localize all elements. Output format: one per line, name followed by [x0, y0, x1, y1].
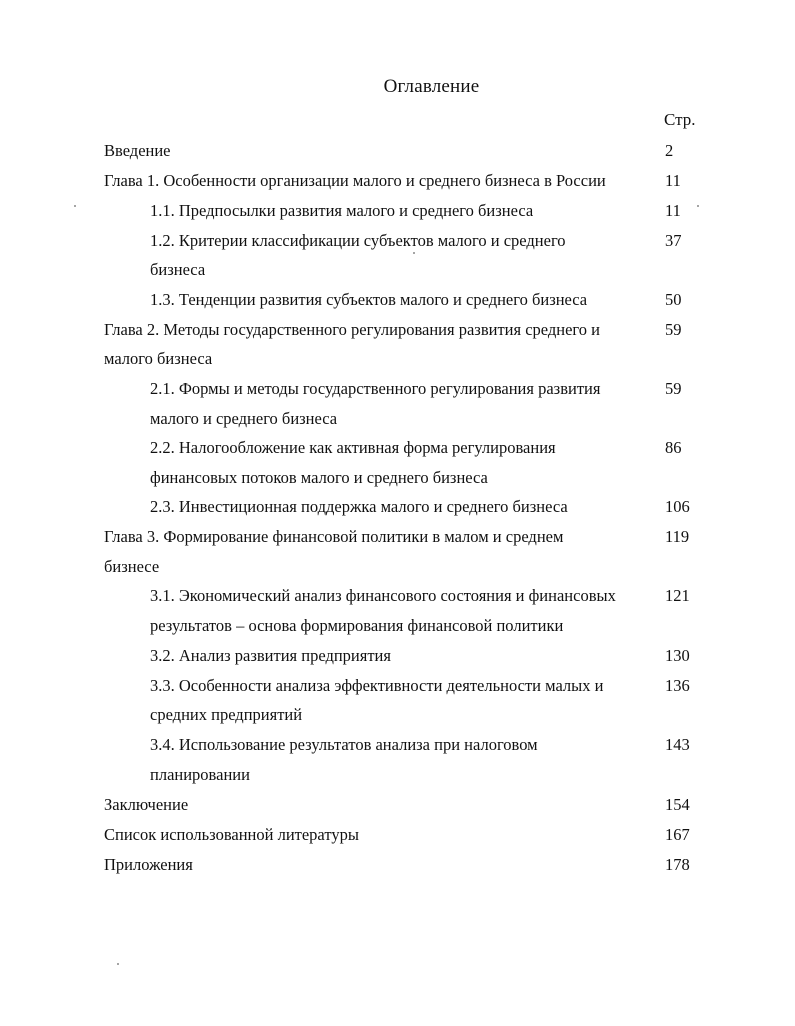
toc-entry-section-3-1-cont: результатов – основа формирования финансовой политики	[150, 616, 564, 635]
toc-page-conclusion: 154	[665, 795, 690, 814]
page-column-header: Стр.	[664, 110, 696, 129]
toc-entry-section-3-4-cont: планировании	[150, 765, 250, 784]
toc-entry-section-3-4: 3.4. Использование результатов анализа при налоговом	[150, 735, 538, 754]
toc-page-intro: 2	[665, 141, 674, 160]
toc-page-chapter-3: 119	[665, 527, 690, 546]
toc-entry-section-1-2: 1.2. Критерии классификации субъектов малого и среднего	[150, 231, 566, 250]
toc-page-appendices: 178	[665, 855, 690, 874]
toc-page-section-2-1: 59	[665, 379, 682, 398]
toc-entry-section-1-1: 1.1. Предпосылки развития малого и среднего бизнеса	[150, 201, 534, 220]
toc-page-section-3-2: 130	[665, 646, 690, 665]
toc-page-chapter-1: 11	[665, 171, 681, 190]
toc-entry-section-3-1: 3.1. Экономический анализ финансового состояния и финансовых	[150, 586, 616, 605]
toc-entry-appendices: Приложения	[104, 855, 193, 874]
toc-entry-section-2-2: 2.2. Налогообложение как активная форма регулирования	[150, 438, 556, 457]
toc-entry-chapter-2: Глава 2. Методы государственного регулирования развития среднего и	[104, 320, 600, 339]
scan-speck	[697, 205, 699, 207]
toc-entry-section-3-3-cont: средних предприятий	[150, 705, 303, 724]
toc-page-bibliography: 167	[665, 825, 690, 844]
toc-page-section-1-1: 11	[665, 201, 681, 220]
toc-entry-section-2-1: 2.1. Формы и методы государственного регулирования развития	[150, 379, 601, 398]
toc-entry-section-2-3: 2.3. Инвестиционная поддержка малого и среднего бизнеса	[150, 497, 568, 516]
toc-entry-chapter-3: Глава 3. Формирование финансовой политики в малом и среднем	[104, 527, 564, 546]
toc-entry-section-2-2-cont: финансовых потоков малого и среднего бизнеса	[150, 468, 488, 487]
toc-page-section-2-3: 106	[665, 497, 690, 516]
scan-speck	[413, 252, 415, 254]
toc-entry-section-3-3: 3.3. Особенности анализа эффективности деятельности малых и	[150, 676, 604, 695]
toc-entry-chapter-2-cont: малого бизнеса	[104, 349, 213, 368]
toc-entry-section-1-2-cont: бизнеса	[150, 260, 206, 279]
toc-entry-bibliography: Список использованной литературы	[104, 825, 359, 844]
toc-entry-section-1-3: 1.3. Тенденции развития субъектов малого и среднего бизнеса	[150, 290, 588, 309]
toc-entry-section-2-1-cont: малого и среднего бизнеса	[150, 409, 338, 428]
toc-page-section-3-4: 143	[665, 735, 690, 754]
toc-page-section-3-3: 136	[665, 676, 690, 695]
scan-speck	[74, 205, 76, 207]
toc-entry-intro: Введение	[104, 141, 171, 160]
toc-entry-conclusion: Заключение	[104, 795, 189, 814]
scan-speck	[117, 963, 119, 965]
toc-page-section-3-1: 121	[665, 586, 690, 605]
toc-page-section-1-3: 50	[665, 290, 682, 309]
toc-entry-chapter-1: Глава 1. Особенности организации малого и среднего бизнеса в России	[104, 171, 606, 190]
toc-entry-chapter-3-cont: бизнесе	[104, 557, 160, 576]
toc-page-chapter-2: 59	[665, 320, 682, 339]
toc-page-section-1-2: 37	[665, 231, 682, 250]
page-title: Оглавление	[383, 76, 480, 97]
toc-page-section-2-2: 86	[665, 438, 682, 457]
toc-entry-section-3-2: 3.2. Анализ развития предприятия	[150, 646, 391, 665]
